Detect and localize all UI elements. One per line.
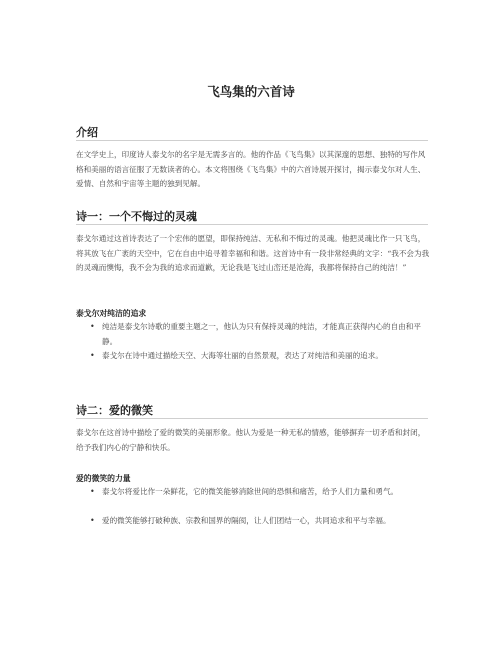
bullet-icon: • [90,516,95,525]
list-item-text: 爱的微笑能够打破种族、宗教和国界的隔阂，让人们团结一心，共同追求和平与幸福。 [102,516,391,525]
poem1-subheading: 泰戈尔对纯洁的追求 [76,309,147,318]
poem1-divider [76,224,428,225]
poem2-divider [76,418,428,419]
intro-divider [76,140,428,141]
list-item-text: 泰戈尔在诗中通过描绘天空、大海等壮丽的自然景观，表达了对纯洁和美丽的追求。 [102,351,383,360]
poem1-heading: 诗一：一个不悔过的灵魂 [76,210,197,223]
poem2-paragraph: 泰戈尔在这首诗中描绘了爱的微笑的美丽形象。他认为爱是一种无私的情感，能够摒弃一切矛盾和封闭，给予我们内心的宁静和快乐。 [76,428,426,452]
poem2-heading: 诗二：爱的微笑 [76,404,153,417]
poem1-paragraph: 泰戈尔通过这首诗表达了一个宏伟的愿望，即保持纯洁、无私和不悔过的灵魂。他把灵魂比作一只飞鸟，将其放飞在广袤的天空中，它在自由中追寻着幸福和和谐。这首诗中有一段非常经典的文字：“我不会为我的灵魂而懊悔，我不会为我的追求而道歉，无论我是飞过山峦还是沧海，我都将保持自己的纯洁！” [76,234,430,273]
intro-heading: 介绍 [76,126,98,139]
list-item-text: 纯洁是泰戈尔诗歌的重要主题之一，他认为只有保持灵魂的纯洁，才能真正获得内心的自由和平静。 [102,322,421,346]
intro-paragraph: 在文学史上，印度诗人泰戈尔的名字是无需多言的。他的作品《飞鸟集》以其深邃的思想、独特的写作风格和美丽的语言征服了无数读者的心。本文将围绕《飞鸟集》中的六首诗展开探讨，揭示泰戈尔对人生、爱情、自然和宇宙等主题的独到见解。 [76,150,426,189]
poem2-subheading: 爱的微笑的力量 [76,474,131,483]
bullet-icon: • [90,322,95,331]
document-title: 飞鸟集的六首诗 [207,84,295,99]
bullet-icon: • [90,351,95,360]
list-item-text: 泰戈尔将爱比作一朵鲜花，它的微笑能够消除世间的恐惧和痛苦，给予人们力量和勇气。 [102,487,399,496]
bullet-icon: • [90,487,95,496]
